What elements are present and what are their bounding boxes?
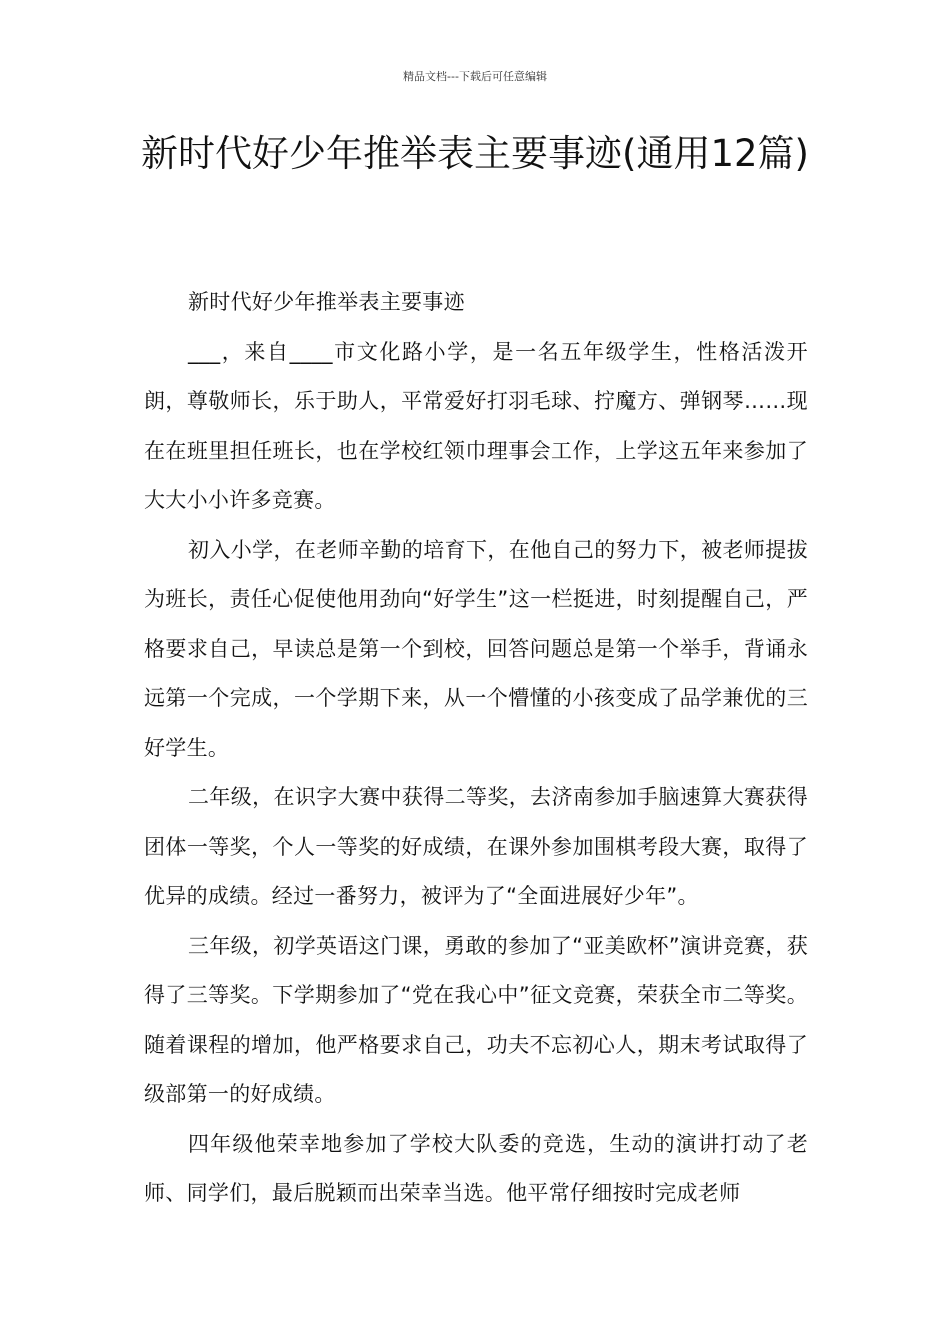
paragraph: 三年级，初学英语这门课，勇敢的参加了“亚美欧杯”演讲竞赛，获得了三等奖。下学期参加了“党在我心中”征文竞赛，荣获全市二等奖。随着课程的增加，他严格要求自己，功夫不忘初心人，期末考试取得了级部第一的好成绩。 (144, 933, 808, 1106)
document-title: 新时代好少年推举表主要事迹(通用12篇) (141, 132, 809, 175)
paragraph: ___，来自____市文化路小学，是一名五年级学生，性格活泼开朗，尊敬师长，乐于助人，平常爱好打羽毛球、拧魔方、弹钢琴……现在在班里担任班长，也在学校红领巾理事会工作，上学这五年来参加了大大小小许多竞赛。 (144, 339, 808, 512)
document-body (144, 278, 808, 1219)
paragraph: 初入小学，在老师辛勤的培育下，在他自己的努力下，被老师提拔为班长，责任心促使他用劲向“好学生”这一栏挺进，时刻提醒自己，严格要求自己，早读总是第一个到校，回答问题总是第一个举手，背诵永远第一个完成，一个学期下来，从一个懵懂的小孩变成了品学兼优的三好学生。 (144, 537, 808, 760)
header-note: 精品文档---下载后可任意编辑 (403, 70, 547, 83)
paragraph: 四年级他荣幸地参加了学校大队委的竞选，生动的演讲打动了老师、同学们，最后脱颖而出荣幸当选。他平常仔细按时完成老师 (144, 1131, 808, 1205)
paragraph-subtitle: 新时代好少年推举表主要事迹 (188, 290, 465, 314)
paragraph: 二年级，在识字大赛中获得二等奖，去济南参加手脑速算大赛获得团体一等奖，个人一等奖的好成绩，在课外参加围棋考段大赛，取得了优异的成绩。经过一番努力，被评为了“全面进展好少年”。 (144, 785, 808, 908)
